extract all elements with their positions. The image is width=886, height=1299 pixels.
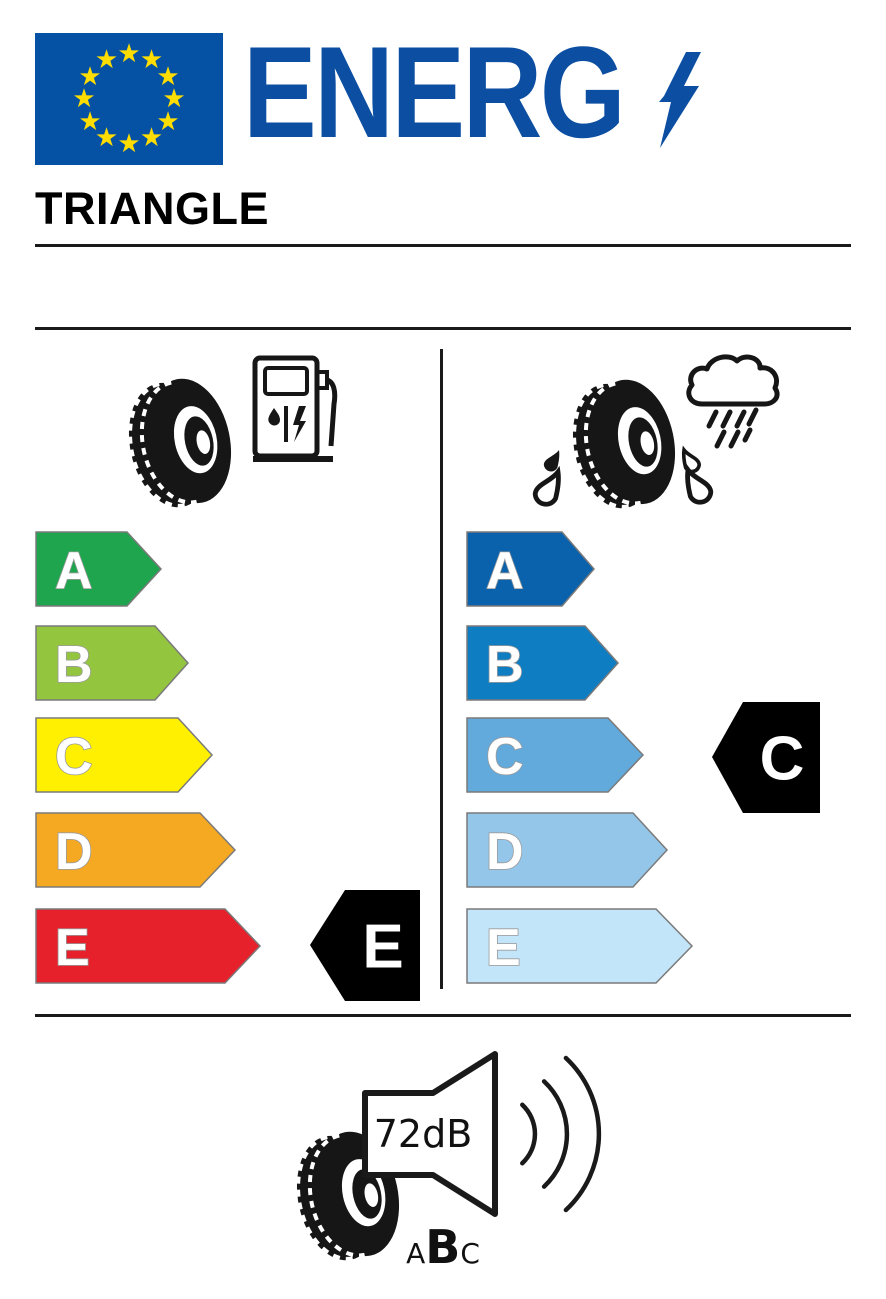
fuel-class-indicator (310, 890, 420, 1001)
noise-class-scale (406, 1220, 480, 1274)
noise-class-C: C (460, 1237, 480, 1270)
eu-flag-star-icon: ★ (156, 61, 180, 92)
fuel-pump-icon (253, 358, 335, 462)
eu-flag-star-icon: ★ (78, 61, 102, 92)
fuel-efficiency-scale (36, 532, 260, 983)
fuel-scale-letter-B: B (55, 636, 93, 694)
fuel-scale-letter-E: E (55, 919, 90, 977)
wet-scale-letter-A: A (486, 542, 524, 600)
sound-waves-icon (522, 1058, 599, 1210)
noise-section (286, 1054, 599, 1274)
wet-scale-letter-C: C (486, 728, 524, 786)
fuel-scale-letter-A: A (55, 542, 93, 600)
lightning-bolt-icon (659, 52, 701, 148)
wet-grip-icon (535, 357, 777, 516)
rain-cloud-icon (689, 357, 777, 446)
eu-flag-star-icon: ★ (139, 122, 164, 153)
noise-class-A: A (406, 1237, 426, 1270)
eu-flag-star-icon: ★ (94, 45, 119, 76)
eu-flag-star-icon: ★ (162, 84, 186, 114)
noise-value: 72dB (373, 1112, 473, 1156)
energ-logo-text: ENERG (243, 19, 624, 165)
eu-flag-star-icon: ★ (117, 39, 141, 69)
eu-flag-star-icon: ★ (94, 122, 119, 153)
wet-class-indicator (712, 702, 820, 813)
brand-name: TRIANGLE (35, 183, 269, 234)
wet-scale-letter-D: D (486, 823, 524, 881)
eu-flag-star-icon: ★ (117, 129, 141, 159)
wet-class-indicator-letter: C (759, 724, 805, 794)
noise-class-B: B (425, 1220, 461, 1274)
fuel-efficiency-icon (118, 358, 335, 515)
eu-flag-star-icon: ★ (156, 106, 180, 137)
eu-flag-star-icon: ★ (72, 84, 96, 114)
fuel-scale-letter-C: C (55, 728, 93, 786)
eu-flag-star-icon: ★ (78, 106, 102, 137)
fuel-scale-letter-D: D (55, 823, 93, 881)
wet-grip-scale (467, 532, 692, 983)
fuel-class-indicator-letter: E (362, 912, 404, 982)
wet-scale-letter-E: E (486, 919, 521, 977)
eu-flag-star-icon: ★ (139, 45, 164, 76)
wet-scale-letter-B: B (486, 636, 524, 694)
